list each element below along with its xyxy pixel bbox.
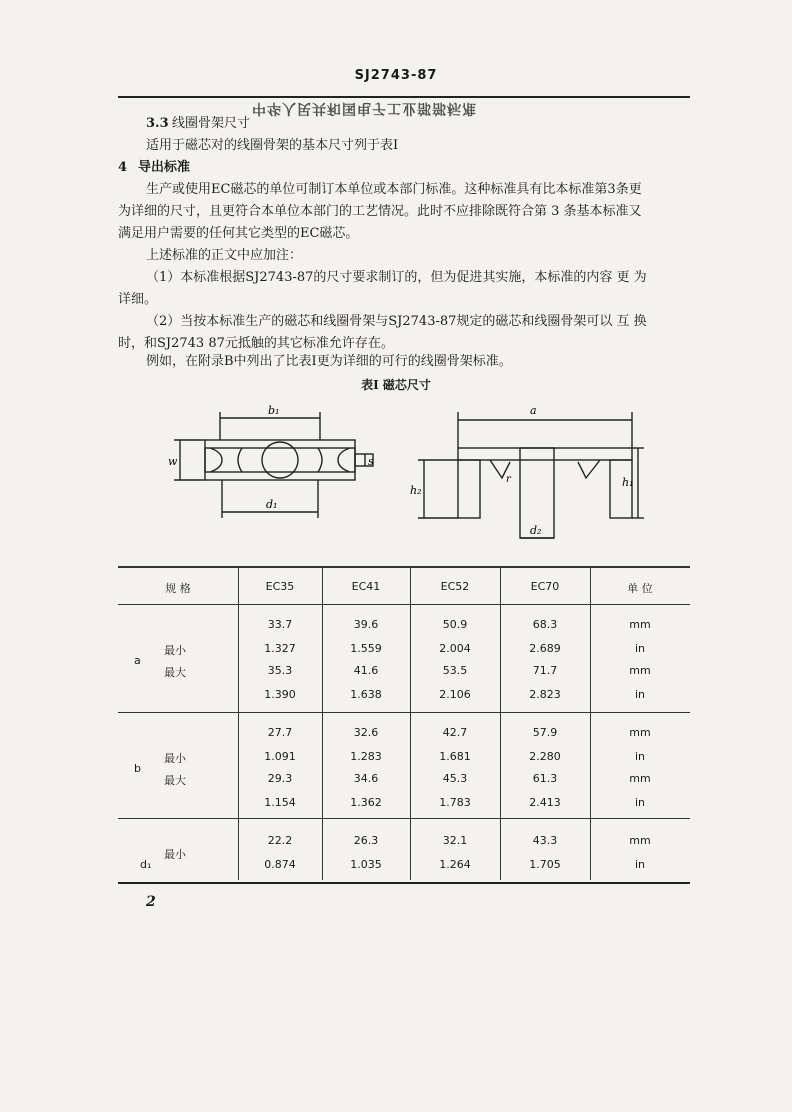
label-d2: d₂ xyxy=(530,524,542,537)
page-number: 2 xyxy=(146,894,156,910)
a-row1-ec70: 68.3 xyxy=(532,618,558,631)
b-row3-ec70: 61.3 xyxy=(532,772,558,785)
b-row3-ec41: 34.6 xyxy=(353,772,379,785)
d1-row2-ec52: 1.264 xyxy=(439,858,471,871)
b-row2-unit: in xyxy=(634,750,646,763)
a-row4-ec52: 2.106 xyxy=(439,688,471,701)
table-label-a-min: 最小 xyxy=(164,644,186,657)
table-caption: 表Ⅰ 磁芯尺寸 xyxy=(361,378,431,392)
label-a: a xyxy=(530,404,537,417)
note-1-line1: （1）本标准根据SJ2743-87的尺寸要求制订的，但为促进其实施，本标准的内容 更 为 xyxy=(146,270,647,285)
table-label-b: b xyxy=(134,762,141,775)
document-code: SJ2743-87 xyxy=(354,68,438,83)
a-row2-unit: in xyxy=(634,642,646,655)
label-w: w xyxy=(168,455,178,468)
b-row1-ec70: 57.9 xyxy=(532,726,558,739)
table-header-rule xyxy=(118,604,690,605)
d1-row2-ec70: 1.705 xyxy=(529,858,561,871)
table-header-unit: 单 位 xyxy=(627,582,653,595)
b-row2-ec52: 1.681 xyxy=(439,750,471,763)
b-row2-ec35: 1.091 xyxy=(264,750,296,763)
d1-row2-ec41: 1.035 xyxy=(350,858,382,871)
section-4-title: 导出标准 xyxy=(138,160,191,175)
label-s: s xyxy=(368,455,374,468)
table-label-d1: d₁ xyxy=(140,858,152,871)
table-b-separator xyxy=(118,818,690,819)
note-2-line2: 时，和SJ2743 87元抵触的其它标准允许存在。 xyxy=(118,336,394,351)
bobbin-inner-band xyxy=(205,448,355,472)
d1-row1-ec52: 32.1 xyxy=(442,834,468,847)
label-h2: h₂ xyxy=(410,484,422,497)
b-row1-ec52: 42.7 xyxy=(442,726,468,739)
d1-row2-ec35: 0.874 xyxy=(264,858,296,871)
table-label-a-max: 最大 xyxy=(164,666,186,679)
section-3-3-body: 适用于磁芯对的线圈骨架的基本尺寸列于表Ⅰ xyxy=(146,138,399,153)
core-left-leg xyxy=(458,460,480,518)
table-header-ec41: EC41 xyxy=(351,580,381,593)
table-header-ec70: EC70 xyxy=(530,580,560,593)
d1-row1-ec41: 26.3 xyxy=(353,834,379,847)
a-row3-ec52: 53.5 xyxy=(442,664,468,677)
table-label-a: a xyxy=(134,654,141,667)
table-header-spec: 规 格 xyxy=(165,582,191,595)
a-row2-ec35: 1.327 xyxy=(264,642,296,655)
a-row4-ec35: 1.390 xyxy=(264,688,296,701)
header-rule xyxy=(118,96,690,98)
b-row4-ec52: 1.783 xyxy=(439,796,471,809)
core-top-flange xyxy=(458,448,632,460)
table-a-separator xyxy=(118,712,690,713)
label-b1: b₁ xyxy=(268,404,280,417)
a-row4-unit: in xyxy=(634,688,646,701)
section-4-para2: 上述标准的正文中应加注： xyxy=(146,248,303,263)
a-row2-ec41: 1.559 xyxy=(350,642,382,655)
a-row3-unit: mm xyxy=(629,664,651,677)
b-row2-ec70: 2.280 xyxy=(529,750,561,763)
a-row2-ec52: 2.004 xyxy=(439,642,471,655)
core-radius-right xyxy=(578,460,600,478)
a-row3-ec70: 71.7 xyxy=(532,664,558,677)
table-label-b-min: 最小 xyxy=(164,752,186,765)
section-4-para1-line1: 生产或使用EC磁芯的单位可制订本单位或本部门标准。这种标准具有比本标准第3条更 xyxy=(146,182,642,197)
d1-row1-ec35: 22.2 xyxy=(267,834,293,847)
section-4-para3: 例如，在附录B中列出了比表Ⅰ更为详细的可行的线圈骨架标准。 xyxy=(146,354,512,369)
note-1-line2: 详细。 xyxy=(118,292,158,307)
a-row3-ec41: 41.6 xyxy=(353,664,379,677)
bobbin-top-view-figure xyxy=(150,400,380,530)
core-section-view-figure xyxy=(410,400,650,550)
table-label-d1-min: 最小 xyxy=(164,848,186,861)
table-top-rule xyxy=(118,566,690,568)
label-h1: h₁ xyxy=(622,476,634,489)
table-col-divider-2 xyxy=(322,566,323,880)
mirrored-bleed-text: 中华人民共和国电子工业部部标准 xyxy=(252,100,477,116)
b-row3-unit: mm xyxy=(629,772,651,785)
b-row1-ec35: 27.7 xyxy=(267,726,293,739)
table-header-ec35: EC35 xyxy=(265,580,295,593)
b-row4-ec70: 2.413 xyxy=(529,796,561,809)
a-row4-ec70: 2.823 xyxy=(529,688,561,701)
core-right-leg xyxy=(610,460,632,518)
section-3-3-title: 线圈骨架尺寸 xyxy=(172,116,251,131)
d1-row2-unit: in xyxy=(634,858,646,871)
label-d1: d₁ xyxy=(266,498,278,511)
b-row4-ec41: 1.362 xyxy=(350,796,382,809)
a-row4-ec41: 1.638 xyxy=(350,688,382,701)
table-header-ec52: EC52 xyxy=(440,580,470,593)
a-row1-unit: mm xyxy=(629,618,651,631)
label-r: r xyxy=(506,474,511,485)
b-row1-unit: mm xyxy=(629,726,651,739)
table-col-divider-3 xyxy=(410,566,411,880)
b-row1-ec41: 32.6 xyxy=(353,726,379,739)
b-row4-unit: in xyxy=(634,796,646,809)
table-col-divider-4 xyxy=(500,566,501,880)
table-col-divider-1 xyxy=(238,566,239,880)
a-row3-ec35: 35.3 xyxy=(267,664,293,677)
d1-row1-ec70: 43.3 xyxy=(532,834,558,847)
section-4-number: 4 xyxy=(118,160,128,175)
section-3-3-number: 3.3 xyxy=(146,116,169,131)
a-row1-ec41: 39.6 xyxy=(353,618,379,631)
bobbin-outer-rect xyxy=(205,440,355,480)
a-row2-ec70: 2.689 xyxy=(529,642,561,655)
b-row4-ec35: 1.154 xyxy=(264,796,296,809)
b-row2-ec41: 1.283 xyxy=(350,750,382,763)
footer-rule xyxy=(118,882,690,884)
a-row1-ec52: 50.9 xyxy=(442,618,468,631)
a-row1-ec35: 33.7 xyxy=(267,618,293,631)
section-4-para1-line2: 为详细的尺寸，且更符合本单位本部门的工艺情况。此时不应排除既符合第 3 条基本标准又 xyxy=(118,204,642,219)
table-col-divider-5 xyxy=(590,566,591,880)
b-row3-ec35: 29.3 xyxy=(267,772,293,785)
table-label-b-max: 最大 xyxy=(164,774,186,787)
d1-row1-unit: mm xyxy=(629,834,651,847)
b-row3-ec52: 45.3 xyxy=(442,772,468,785)
note-2-line1: （2）当按本标准生产的磁芯和线圈骨架与SJ2743-87规定的磁芯和线圈骨架可以 互 换 xyxy=(146,314,647,329)
section-4-para1-line3: 满足用户需要的任何其它类型的EC磁芯。 xyxy=(118,226,359,241)
